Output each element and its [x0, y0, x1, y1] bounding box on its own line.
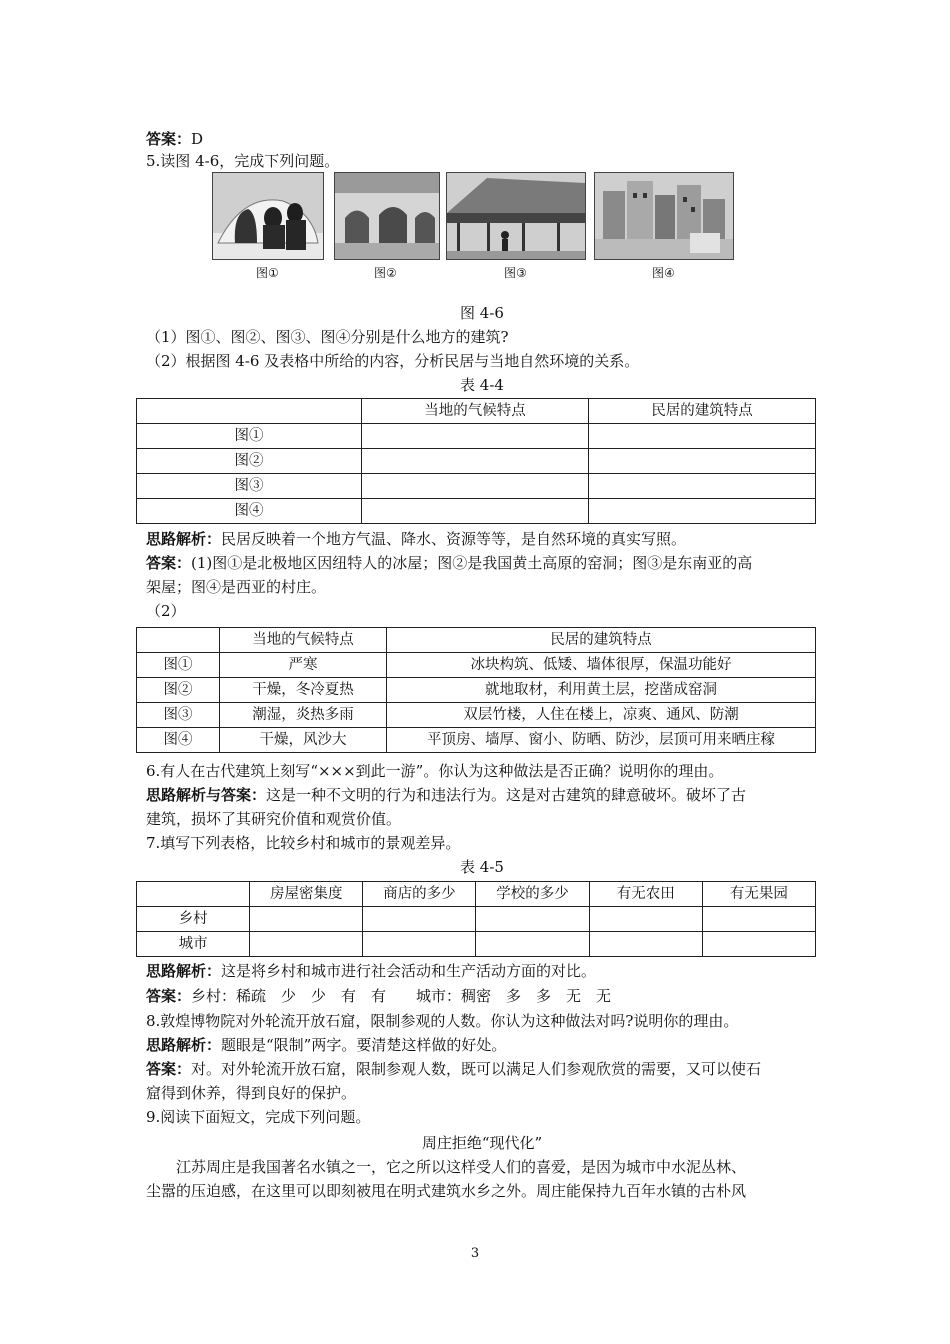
q6-analysis-line2: 建筑，损坏了其研究价值和观赏价值。	[146, 810, 402, 828]
photo-stilt-house	[446, 172, 586, 260]
table-4-5-cell[interactable]	[589, 907, 702, 932]
photo-caption-3: 图③	[504, 266, 527, 280]
photo-igloo	[212, 172, 324, 260]
page-number: 3	[470, 1246, 480, 1261]
table-4-5-row-label: 城市	[137, 932, 250, 957]
q6-stem: 6.有人在古代建筑上刻写“×××到此一游”。你认为这种做法是否正确？说明你的理由。	[146, 762, 724, 780]
table-4-4-header-2: 民居的建筑特点	[588, 399, 815, 424]
table-4-4-cell[interactable]	[362, 474, 589, 499]
analysis-label: 思路解析：	[146, 1036, 222, 1054]
answer-table-header-2: 民居的建筑特点	[387, 628, 816, 653]
q5-answer-line1	[146, 552, 818, 574]
table-4-5-header-1: 房屋密集度	[250, 882, 363, 907]
q7-analysis	[146, 960, 818, 982]
table-4-5-caption: 表 4-5	[460, 858, 504, 876]
answer-table-cell: 严寒	[220, 653, 387, 678]
table-4-5-row-label: 乡村	[137, 907, 250, 932]
photo-caption-4: 图④	[652, 266, 675, 280]
table-4-5-header-0	[137, 882, 250, 907]
table-4-4-cell[interactable]	[588, 474, 815, 499]
analysis-label: 思路解析：	[146, 962, 222, 980]
answer-table-4-4	[136, 627, 816, 753]
table-4-5-cell[interactable]	[250, 907, 363, 932]
table-4-5-cell[interactable]	[250, 932, 363, 957]
q5-sub1: （1）图①、图②、图③、图④分别是什么地方的建筑?	[146, 328, 509, 346]
table-4-4-cell[interactable]	[362, 449, 589, 474]
q6-analysis-line1	[146, 784, 818, 806]
q5-sub2: （2）根据图 4-6 及表格中所给的内容，分析民居与当地自然环境的关系。	[146, 352, 640, 370]
q8-answer-line1	[146, 1058, 818, 1080]
figure-caption: 图 4-6	[460, 304, 504, 322]
table-4-5-header-2: 商店的多少	[363, 882, 476, 907]
table-4-5-cell[interactable]	[589, 932, 702, 957]
passage-title: 周庄拒绝“现代化”	[421, 1134, 543, 1152]
answer-table-cell: 双层竹楼，人住在楼上，凉爽、通风、防潮	[387, 703, 816, 728]
answer-table-header-1: 当地的气候特点	[220, 628, 387, 653]
answer-table-header-0	[137, 628, 220, 653]
q8-answer-line2: 窟得到休养，得到良好的保护。	[146, 1084, 357, 1102]
answer-table-cell: 干燥，风沙大	[220, 728, 387, 753]
q5-answer-part2-label: （2）	[146, 602, 186, 620]
q5-stem: 5.读图 4-6，完成下列问题。	[146, 152, 340, 170]
answer-table-cell: 潮湿，炎热多雨	[220, 703, 387, 728]
table-4-5-header-3: 学校的多少	[476, 882, 589, 907]
answer-text: (1)图①是北极地区因纽特人的冰屋；图②是我国黄土高原的窑洞；图③是东南亚的高	[191, 554, 753, 572]
analysis-label: 思路解析：	[146, 530, 222, 548]
q9-stem: 9.阅读下面短文，完成下列问题。	[146, 1108, 371, 1126]
table-4-4-row-label: 图④	[137, 499, 362, 524]
table-4-4-cell[interactable]	[362, 499, 589, 524]
table-4-5-cell[interactable]	[476, 907, 589, 932]
table-4-4-row-label: 图②	[137, 449, 362, 474]
answer-table-cell: 冰块构筑、低矮、墙体很厚，保温功能好	[387, 653, 816, 678]
answer-text: 对。对外轮流开放石窟，限制参观人数，既可以满足人们参观欣赏的需要，又可以使石	[191, 1060, 762, 1078]
q8-analysis	[146, 1034, 818, 1056]
answer-label: 答案：	[146, 554, 192, 572]
passage-line2: 尘嚣的压迫感，在这里可以即刻被甩在明式建筑水乡之外。周庄能保持九百年水镇的古朴风	[146, 1182, 747, 1200]
table-4-5-cell[interactable]	[702, 907, 815, 932]
answer-value: D	[191, 130, 204, 148]
photo-cave-dwelling	[334, 172, 440, 260]
q5-analysis	[146, 528, 818, 550]
answer-table-cell: 图③	[137, 703, 220, 728]
table-4-5-header-4: 有无农田	[589, 882, 702, 907]
q7-answer	[146, 985, 818, 1007]
answer-table-cell: 图①	[137, 653, 220, 678]
photo-west-asia-village	[594, 172, 734, 260]
photo-caption-2: 图②	[374, 266, 397, 280]
table-4-4-header-0	[137, 399, 362, 424]
q8-stem: 8.敦煌博物院对外轮流开放石窟，限制参观的人数。你认为这种做法对吗?说明你的理由。	[146, 1012, 739, 1030]
table-4-5-header-5: 有无果园	[702, 882, 815, 907]
table-4-4-cell[interactable]	[588, 424, 815, 449]
answer-label: 答案：	[146, 130, 192, 148]
answer-table-cell: 平顶房、墙厚、窗小、防晒、防沙，层顶可用来晒庄稼	[387, 728, 816, 753]
table-4-4-cell[interactable]	[362, 424, 589, 449]
analysis-text: 这是将乡村和城市进行社会活动和生产活动方面的对比。	[221, 962, 597, 980]
answer-table-cell: 干燥，冬冷夏热	[220, 678, 387, 703]
q5-answer-line2: 架屋；图④是西亚的村庄。	[146, 578, 327, 596]
photo-caption-1: 图①	[256, 266, 279, 280]
answer-label: 答案：	[146, 987, 192, 1005]
analysis-answer-label: 思路解析与答案：	[146, 786, 267, 804]
q4-answer	[146, 128, 818, 150]
analysis-text: 民居反映着一个地方气温、降水、资源等等，是自然环境的真实写照。	[221, 530, 687, 548]
q7-stem: 7.填写下列表格，比较乡村和城市的景观差异。	[146, 834, 461, 852]
table-4-4-header-1: 当地的气候特点	[362, 399, 589, 424]
table-4-4-row-label: 图③	[137, 474, 362, 499]
analysis-text: 题眼是“限制”两字。要清楚这样做的好处。	[221, 1036, 507, 1054]
table-4-5-cell[interactable]	[363, 907, 476, 932]
table-4-4-cell[interactable]	[588, 499, 815, 524]
table-4-5	[136, 881, 816, 957]
table-4-4	[136, 398, 816, 524]
table-4-4-cell[interactable]	[588, 449, 815, 474]
table-4-4-row-label: 图①	[137, 424, 362, 449]
table-4-5-cell[interactable]	[702, 932, 815, 957]
passage-line1: 江苏周庄是我国著名水镇之一，它之所以这样受人们的喜爱，是因为城市中水泥丛林、	[176, 1158, 747, 1176]
table-4-5-cell[interactable]	[476, 932, 589, 957]
table-4-5-cell[interactable]	[363, 932, 476, 957]
answer-table-cell: 就地取材，利用黄土层，挖凿成窑洞	[387, 678, 816, 703]
table-4-4-caption: 表 4-4	[460, 376, 504, 394]
answer-table-cell: 图②	[137, 678, 220, 703]
answer-table-cell: 图④	[137, 728, 220, 753]
answer-label: 答案：	[146, 1060, 192, 1078]
answer-text: 乡村：稀疏 少 少 有 有 城市：稠密 多 多 无 无	[191, 987, 612, 1005]
analysis-answer-text: 这是一种不文明的行为和违法行为。这是对古建筑的肆意破坏。破坏了古	[266, 786, 747, 804]
figure-4-6-photos	[212, 172, 752, 284]
